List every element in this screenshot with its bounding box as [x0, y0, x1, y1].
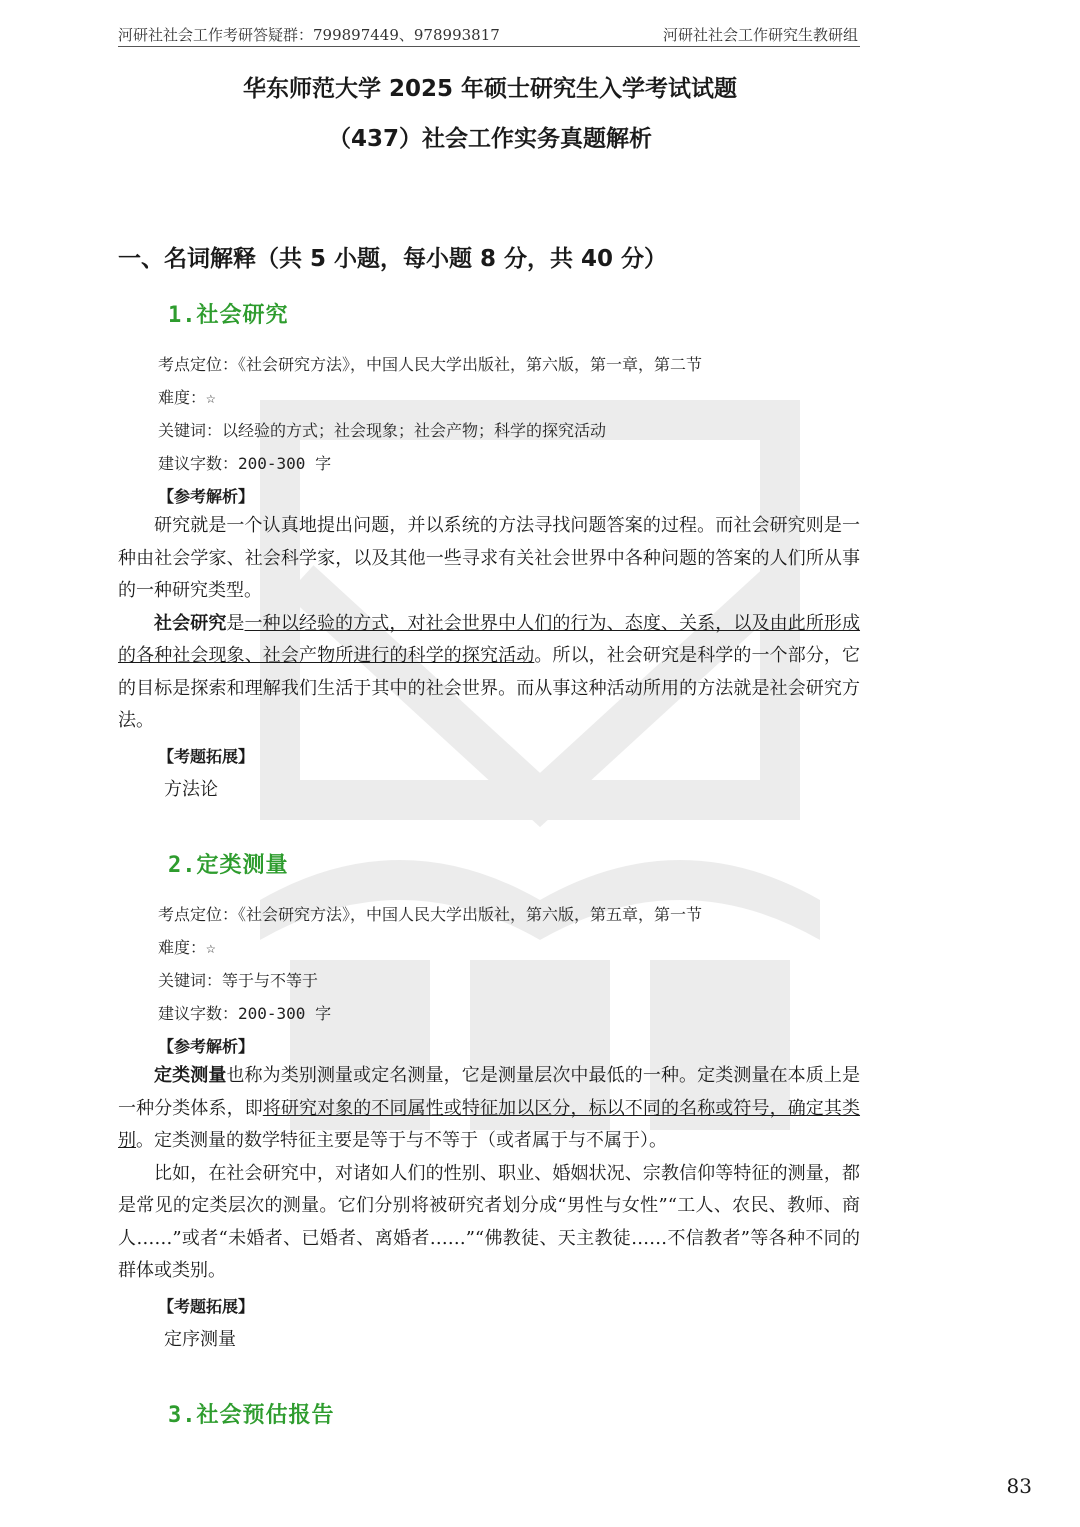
term-bold: 定类测量 [154, 1065, 227, 1086]
term-heading-2: 2.定类测量 [168, 853, 289, 878]
analysis-paragraph: 研究就是一个认真地提出问题，并以系统的方法寻找问题答案的过程。而社会研究则是一种由社会学家、社会科学家，以及其他一些寻求有关社会世界中各种问题的答案的人们所从事的一种研究类型。 [118, 515, 860, 601]
keywords-2: 关键词：等于与不等于 [158, 971, 319, 990]
analysis-label-1: 【参考解析】 [158, 487, 255, 506]
definition-underline: 将研究对象的不同属性或特征加以区分，标以不同的名称或符号，确定其类别 [118, 1097, 861, 1151]
term-heading-3: 3.社会预估报告 [168, 1403, 335, 1428]
definition-underline: 一种以经验的方式，对社会世界中人们的行为、态度、关系，以及由此所形成的各种社会现象、社会产物所进行的科学的探究活动 [118, 612, 861, 666]
term-bold: 社会研究 [154, 612, 227, 634]
exam-location-1: 考点定位：《社会研究方法》，中国人民大学出版社，第六版，第一章，第二节 [158, 355, 703, 374]
text-run: 。定类测量的数学特征主要是等于与不等于（或者属于与不属于）。 [136, 1130, 667, 1151]
watermark-logo [260, 380, 820, 1140]
analysis-paragraph: 比如，在社会研究中，对诸如人们的性别、职业、婚姻状况、宗教信仰等特征的测量，都是常见的定类层次的测量。它们分别将被研究者划分成“男性与女性”“工人、农民、教师、商人……”或者“未婚者、已婚者、离婚者……”“佛教徒、天主教徒……不信教者”等各种不同的群体或类别。 [118, 1162, 860, 1281]
analysis-label-2: 【参考解析】 [158, 1037, 255, 1056]
word-count-1: 建议字数：200-300 字 [158, 454, 332, 473]
header-org-name: 河研社社会工作研究生教研组 [662, 26, 858, 44]
difficulty-1: 难度：☆ [158, 388, 216, 407]
page-subtitle: （437）社会工作实务真题解析 [327, 126, 652, 152]
extension-label-1: 【考题拓展】 [158, 747, 255, 766]
term-heading-1: 1.社会研究 [168, 303, 289, 328]
word-count-2: 建议字数：200-300 字 [158, 1004, 332, 1023]
header-group-info: 河研社社会工作考研答疑群：799897449、978993817 [118, 26, 500, 44]
analysis-body-1 [118, 510, 860, 738]
extension-2: 定序测量 [164, 1329, 236, 1350]
page-number: 83 [1006, 1474, 1032, 1498]
text-run: 。所以，社会研究是科学的一个部分，它的目标是探索和理解我们生活于其中的社会世界。而从事这种活动所用的方法就是社会研究方法。 [118, 645, 861, 731]
text-run: 也称为类别测量或定名测量，它是测量层次中最低的一种。定类测量在本质上是一种分类体系，即 [118, 1065, 860, 1119]
extension-1: 方法论 [164, 779, 218, 800]
extension-label-2: 【考题拓展】 [158, 1297, 255, 1316]
page-title: 华东师范大学 2025 年硕士研究生入学考试试题 [242, 76, 738, 102]
keywords-1: 关键词：以经验的方式；社会现象；社会产物；科学的探究活动 [158, 421, 607, 440]
header-divider [118, 46, 860, 47]
analysis-paragraph [118, 608, 860, 738]
section-heading: 一、名词解释（共 5 小题，每小题 8 分，共 40 分） [118, 246, 668, 272]
analysis-body-2 [118, 1060, 860, 1288]
difficulty-2: 难度：☆ [158, 938, 216, 957]
exam-location-2: 考点定位：《社会研究方法》，中国人民大学出版社，第六版，第五章，第一节 [158, 905, 703, 924]
analysis-paragraph [118, 1060, 860, 1158]
text-run: 是 [226, 612, 245, 634]
